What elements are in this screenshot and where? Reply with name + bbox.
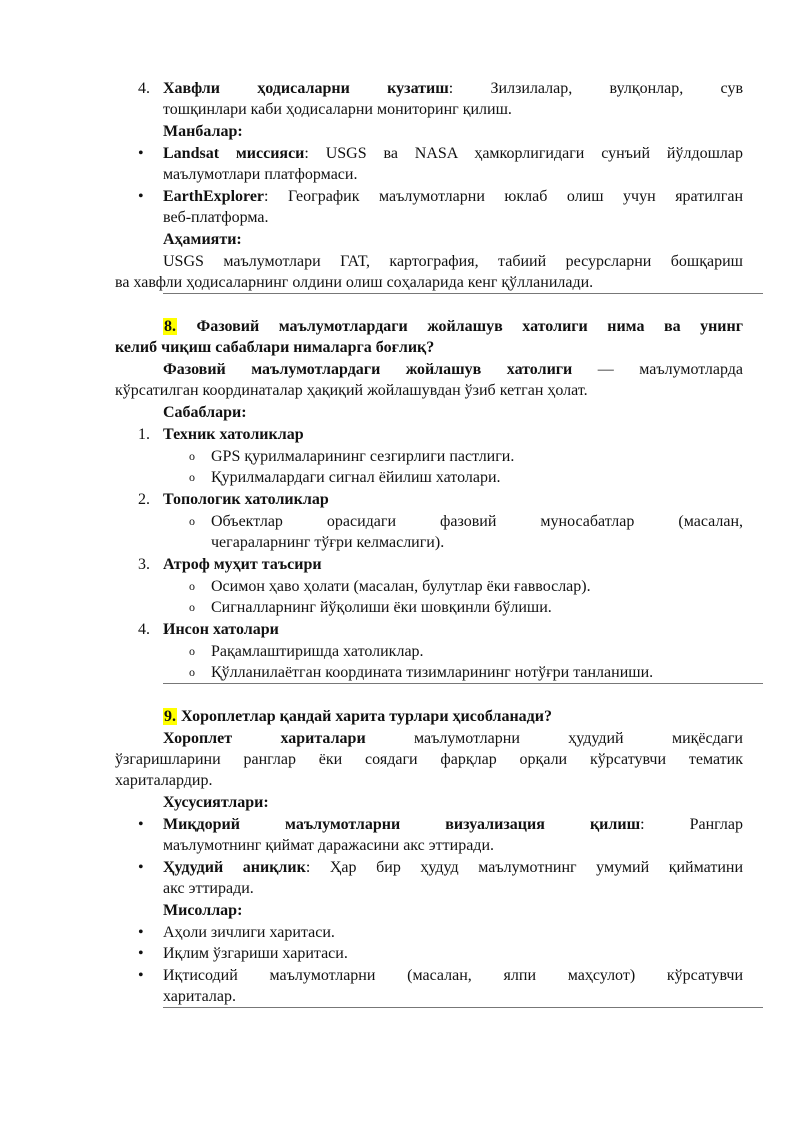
list-number: 1. <box>138 426 150 443</box>
question-heading <box>163 706 552 727</box>
sub-item: GPS қурилмаларининг сезгирлиги пастлиги. <box>211 448 515 465</box>
list-item-title: Landsat миссияси <box>163 145 305 162</box>
list-item-text: : Зилзилалар, вулқонлар, сув <box>448 80 744 97</box>
causes-heading: Сабаблари: <box>163 404 247 421</box>
sub-item: Қўлланилаётган координата тизимларининг нотўғри танланиши. <box>211 664 654 681</box>
bullet-icon: • <box>138 924 144 941</box>
list-number: 2. <box>138 491 150 508</box>
list-item-title: Ҳудудий аниқлик <box>163 859 306 876</box>
sources-heading: Манбалар: <box>163 123 243 140</box>
definition-text: — маълумотларда <box>572 361 743 378</box>
list-item-title: Миқдорий маълумотларни визуализация қилиш <box>163 816 641 833</box>
sub-item: Сигналларнинг йўқолиши ёки шовқинли бўлиши. <box>211 599 552 616</box>
sub-item: Объектлар орасидаги фазовий муносабатлар (масалан, <box>211 513 743 530</box>
cause-title: Инсон хатолари <box>163 621 279 638</box>
list-item: Иқлим ўзгариши харитаси. <box>163 945 348 962</box>
list-item-title: Хавфли ҳодисаларни кузатиш <box>163 80 449 97</box>
sub-item-line: чегараларнинг тўғри келмаслиги). <box>211 534 445 551</box>
circle-bullet-icon: o <box>189 644 195 658</box>
list-item: Аҳоли зичлиги харитаси. <box>163 924 335 941</box>
list-number: 3. <box>138 556 150 573</box>
bullet-icon: • <box>138 945 144 962</box>
list-item-title: EarthExplorer <box>163 188 265 205</box>
list-item-line <box>163 143 743 164</box>
circle-bullet-icon: o <box>189 449 195 463</box>
cause-title: Атроф муҳит таъсири <box>163 556 322 573</box>
list-item-text: : Ҳар бир ҳудуд маълумотнинг умумий қийматини <box>305 859 744 876</box>
definition-term: Хороплет хариталари <box>163 730 366 747</box>
definition-term: Фазовий маълумотлардаги жойлашув хатолиги <box>163 361 573 378</box>
definition-line <box>163 359 743 380</box>
list-item-line <box>163 186 743 207</box>
paragraph-line: ва хавфли ҳодисаларнинг олдини олиш соҳаларида кенг қўлланилади. <box>115 274 594 291</box>
bullet-icon: • <box>138 859 144 876</box>
bullet-icon: • <box>138 816 144 833</box>
list-item-line: маълумотлари платформаси. <box>163 166 358 183</box>
list-number: 4. <box>138 621 150 638</box>
features-heading: Хусусиятлари: <box>163 794 269 811</box>
paragraph-line: USGS маълумотлари ГАТ, картография, табиий ресурсларни бошқариш <box>163 253 743 270</box>
question-number: 8. <box>164 318 176 335</box>
question-text: Фазовий маълумотлардаги жойлашув хатолиги нима ва унинг <box>177 318 743 335</box>
question-heading <box>163 316 743 337</box>
circle-bullet-icon: o <box>189 470 195 484</box>
examples-heading: Мисоллар: <box>163 902 243 919</box>
circle-bullet-icon: o <box>189 579 195 593</box>
list-item-line: акс эттиради. <box>163 880 254 897</box>
circle-bullet-icon: o <box>189 665 195 679</box>
question-number: 9. <box>164 708 176 725</box>
list-number: 4. <box>138 80 150 97</box>
list-item-line: веб-платформа. <box>163 209 269 226</box>
list-item-line <box>163 857 743 878</box>
list-item: Иқтисодий маълумотларни (масалан, ялпи маҳсулот) кўрсатувчи <box>163 967 743 984</box>
cause-title: Топологик хатоликлар <box>163 491 329 508</box>
bullet-icon: • <box>138 188 144 205</box>
sub-item: Қурилмалардаги сигнал ёйилиш хатолари. <box>211 469 501 486</box>
list-item-line <box>163 814 743 835</box>
section-divider <box>163 1007 763 1008</box>
question-heading-line: келиб чиқиш сабаблари нималарга боғлиқ? <box>115 339 435 356</box>
sub-item: Рақамлаштиришда хатоликлар. <box>211 643 424 660</box>
section-divider <box>163 293 763 294</box>
sub-item: Осимон ҳаво ҳолати (масалан, булутлар ёки ғаввослар). <box>211 578 591 595</box>
list-item-text: : USGS ва NASA ҳамкорлигидаги сунъий йўлдошлар <box>304 145 743 162</box>
importance-heading: Аҳамияти: <box>163 231 242 248</box>
list-item-line: маълумотнинг қиймат даражасини акс эттиради. <box>163 837 494 854</box>
list-item-text: : Ранглар <box>640 816 743 833</box>
circle-bullet-icon: o <box>189 514 195 528</box>
bullet-icon: • <box>138 967 144 984</box>
cause-title: Техник хатоликлар <box>163 426 304 443</box>
list-item-text: : Географик маълумотларни юклаб олиш учун яратилган <box>264 188 743 205</box>
definition-text: маълумотларни ҳудудий миқёсдаги <box>365 730 743 747</box>
definition-line: кўрсатилган координаталар ҳақиқий жойлашувдан ўзиб кетган ҳолат. <box>115 382 588 399</box>
list-item-line: тошқинлари каби ҳодисаларни мониторинг қилиш. <box>163 101 512 118</box>
definition-line <box>163 728 743 749</box>
definition-line: ўзгаришларини ранглар ёки соядаги фарқлар орқали кўрсатувчи тематик <box>115 751 743 768</box>
list-item-line: хариталар. <box>163 988 236 1005</box>
list-item-line <box>163 78 743 99</box>
section-divider <box>163 683 763 684</box>
circle-bullet-icon: o <box>189 600 195 614</box>
bullet-icon: • <box>138 145 144 162</box>
definition-line: хариталардир. <box>115 772 213 789</box>
question-text: Хороплетлар қандай харита турлари ҳисобланади? <box>177 708 552 725</box>
